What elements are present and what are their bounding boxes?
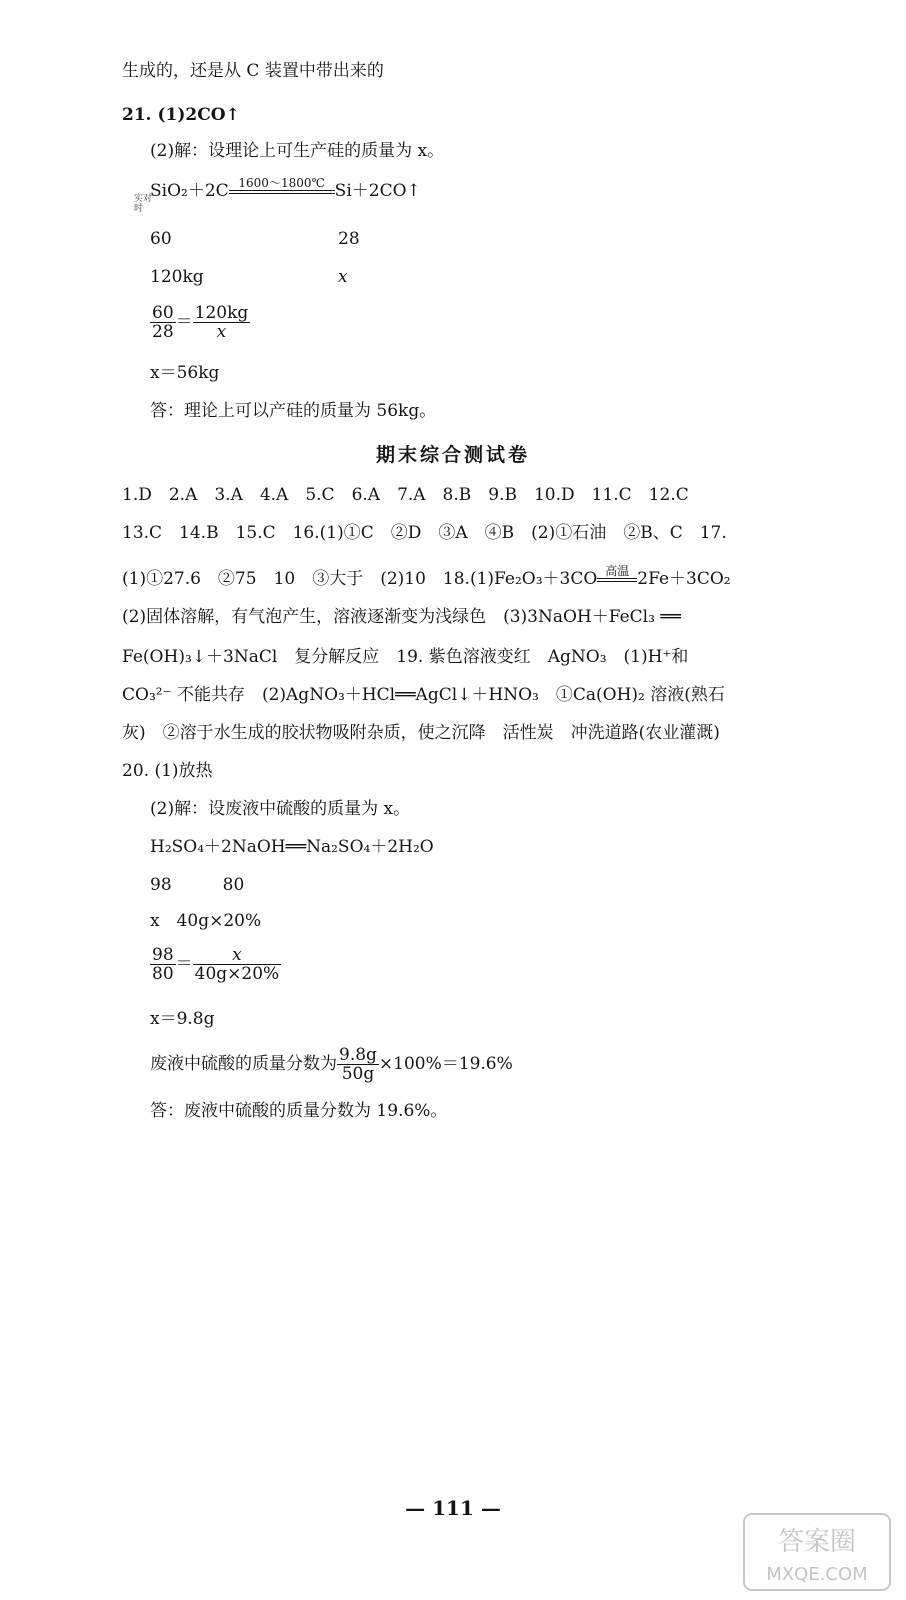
fraction: $\frac{120kg}{x}$ — [194, 303, 249, 342]
answer-line: (1)①27.6 ②75 10 ③大于 (2)10 18.(1)Fe₂O₃＋3CO 高温 2Fe＋3CO₂ — [122, 564, 731, 589]
answer-line: 答：废液中硫酸的质量分数为 19.6%。 — [150, 1101, 448, 1121]
mass-ratio: x 40g×20% — [150, 911, 262, 931]
answer-line: 1.D 2.A 3.A 4.A 5.C 6.A 7.A 8.B 9.B 10.D 11.C 12.C — [122, 485, 689, 505]
section-heading: 期末综合测试卷 — [375, 444, 530, 466]
margin-note: 实对 时 — [134, 194, 153, 214]
answer-line: 灰) ②溶于水生成的胶状物吸附杂质，使之沉降 活性炭 冲洗道路(农业灌溉) — [122, 723, 720, 743]
answer-line: 20. (1)放热 — [122, 761, 213, 781]
question-21-header: 21. (1)2CO↑ — [122, 105, 240, 125]
proportion: $\frac{60}{28}$ ＝ $\frac{120kg}{x}$ — [152, 303, 249, 342]
fraction: $\frac{x}{40g\times 20\%}$ — [194, 945, 280, 984]
equation-condition: 高温 — [597, 564, 637, 590]
answer-line: (2)固体溶解，有气泡产生，溶液逐渐变为浅绿色 (3)3NaOH＋FeCl₃ ══ — [122, 607, 681, 627]
result-line: x＝56kg — [150, 363, 220, 383]
condition-text: 1600～1800℃ — [238, 176, 325, 190]
unknown-mass: x — [338, 267, 348, 287]
svg-text:MXQE.COM: MXQE.COM — [766, 1564, 868, 1585]
answer-line: 13.C 14.B 15.C 16.(1)①C ②D ③A ④B (2)①石油 ②B、C 17. — [122, 523, 727, 543]
equals-bar — [229, 190, 335, 194]
equation-condition — [229, 176, 335, 202]
proportion: $\frac{98}{80}$ ＝ $\frac{x}{40g\times 20\%}$ — [152, 945, 280, 984]
mass-ratio: 60 — [150, 229, 172, 249]
equation-right: Si＋2CO↑ — [334, 181, 421, 201]
mass-ratio: 98 80 — [150, 875, 245, 895]
text-line: (2)解：设废液中硫酸的质量为 x。 — [150, 799, 411, 819]
text-line: 生成的，还是从 C 装置中带出来的 — [122, 61, 384, 81]
page-number: — 111 — — [405, 1496, 501, 1520]
fraction: $\frac{60}{28}$ — [152, 303, 174, 342]
answer-line: CO₃²⁻ 不能共存 (2)AgNO₃＋HCl══AgCl↓＋HNO₃ ①Ca(OH)₂ 溶液(熟石 — [122, 685, 725, 705]
result-line: x＝9.8g — [150, 1009, 215, 1029]
watermark-logo — [742, 1512, 892, 1592]
equation-left: SiO₂＋2C — [150, 181, 229, 201]
text-line: (2)解：设理论上可生产硅的质量为 x。 — [150, 141, 445, 161]
known-mass: 120kg — [150, 267, 204, 287]
fraction: $\frac{98}{80}$ — [152, 945, 174, 984]
chemical-equation: H₂SO₄＋2NaOH══Na₂SO₄＋2H₂O — [150, 837, 434, 857]
mass-ratio: 28 — [338, 229, 360, 249]
answer-line: Fe(OH)₃↓＋3NaCl 复分解反应 19. 紫色溶液变红 AgNO₃ (1)H⁺和 — [122, 647, 689, 667]
svg-text:答案圈: 答案圈 — [777, 1527, 857, 1557]
fraction: $\frac{9.8g}{50g}$ — [339, 1045, 377, 1084]
answer-line: 答：理论上可以产硅的质量为 56kg。 — [150, 401, 437, 421]
result-line: 废液中硫酸的质量分数为 $\frac{9.8g}{50g}$ ×100%＝19.6% — [150, 1045, 513, 1084]
chemical-equation — [150, 176, 421, 202]
